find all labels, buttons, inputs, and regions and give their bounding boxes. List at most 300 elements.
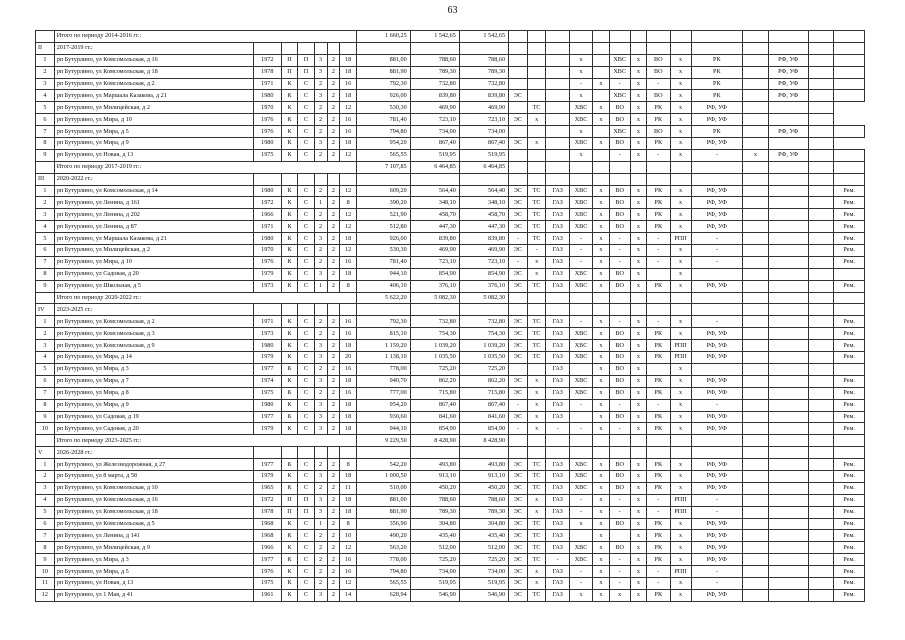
table-cell: ТС [527, 197, 546, 209]
table-cell [743, 542, 769, 554]
table-cell: ГАЗ [546, 506, 569, 518]
table-cell [743, 54, 769, 66]
table-cell: 5 [36, 233, 55, 245]
table-cell: ТС [527, 459, 546, 471]
table-cell [356, 173, 410, 185]
table-cell [743, 577, 769, 589]
table-cell: ХВС [569, 352, 592, 364]
table-cell: рп Бутурлино, ул Мира, д 8 [54, 387, 253, 399]
table-cell: 2 [327, 589, 340, 601]
table-cell: 469,90 [459, 245, 508, 257]
table-cell: х [630, 256, 646, 268]
table-cell: х [593, 363, 609, 375]
table-cell: 490,20 [356, 530, 410, 542]
table-cell: ВО [647, 66, 670, 78]
table-cell: ВО [647, 126, 670, 138]
table-cell: 1 [314, 280, 327, 292]
table-cell [743, 399, 769, 411]
table-cell: х [630, 566, 646, 578]
table-cell [834, 292, 865, 304]
table-cell [768, 577, 808, 589]
table-cell: 2 [327, 114, 340, 126]
table-cell [743, 78, 769, 90]
table-cell: РК [647, 114, 670, 126]
table-cell: 867,40 [410, 399, 459, 411]
table-cell: х [630, 554, 646, 566]
table-cell: ТС [527, 352, 546, 364]
table-cell: 1970 [253, 245, 281, 257]
table-cell: С [298, 363, 314, 375]
table-row [36, 340, 865, 352]
table-cell: ВО [609, 542, 630, 554]
table-cell [808, 256, 834, 268]
table-cell: 16 [340, 78, 356, 90]
table-cell: 16 [340, 316, 356, 328]
table-cell: 521,90 [356, 209, 410, 221]
table-cell: 3 [314, 399, 327, 411]
table-cell: 3 [314, 268, 327, 280]
table-cell [743, 209, 769, 221]
table-row [36, 423, 865, 435]
table-cell [609, 447, 630, 459]
table-cell: 732,80 [410, 316, 459, 328]
table-cell [743, 506, 769, 518]
table-cell: К [281, 399, 297, 411]
table-cell: 12 [340, 149, 356, 161]
table-cell: х [593, 233, 609, 245]
table-cell [743, 233, 769, 245]
table-cell: 2 [327, 530, 340, 542]
table-cell: 2 [327, 554, 340, 566]
table-cell: - [691, 399, 743, 411]
table-cell: х [593, 78, 609, 90]
table-cell: РК [647, 518, 670, 530]
table-cell: 2 [327, 375, 340, 387]
table-cell: К [281, 328, 297, 340]
table-cell: - [647, 149, 670, 161]
table-cell: ВО [609, 363, 630, 375]
table-cell [691, 31, 743, 43]
table-cell: К [281, 363, 297, 375]
table-cell [768, 506, 808, 518]
table-cell: 2 [327, 256, 340, 268]
table-cell: 781,40 [356, 114, 410, 126]
table-cell: 881,00 [356, 54, 410, 66]
table-cell [743, 316, 769, 328]
table-cell: 493,80 [459, 459, 508, 471]
table-cell: - [609, 233, 630, 245]
table-cell: 2 [314, 185, 327, 197]
table-cell: х [670, 245, 691, 257]
table-cell: К [281, 459, 297, 471]
table-cell: К [281, 577, 297, 589]
table-cell: х [593, 221, 609, 233]
table-cell: V [36, 447, 55, 459]
table-cell [546, 435, 569, 447]
table-cell: ЭС [509, 340, 528, 352]
table-cell: Рем. [834, 470, 865, 482]
table-cell: 2 [327, 197, 340, 209]
table-cell [509, 304, 528, 316]
table-cell: 862,20 [410, 375, 459, 387]
table-cell: ГАЗ [546, 233, 569, 245]
table-cell: 18 [340, 411, 356, 423]
table-cell: 2020-2022 гг.: [54, 173, 253, 185]
table-cell: рп Бутурлино, ул Мира, д 10 [54, 114, 253, 126]
table-cell [808, 435, 834, 447]
table-cell [340, 447, 356, 459]
table-cell: х [630, 78, 646, 90]
table-cell: ГАЗ [546, 256, 569, 268]
table-cell [743, 31, 769, 43]
table-cell: 1976 [253, 114, 281, 126]
table-cell: х [670, 542, 691, 554]
table-cell: рп Бутурлино, ул Железнодорожная, д 27 [54, 459, 253, 471]
table-cell: ТС [527, 221, 546, 233]
table-cell: С [298, 90, 314, 102]
table-cell: РФ, УФ [691, 221, 743, 233]
table-cell: РПП [670, 566, 691, 578]
table-cell: РФ, УФ [691, 411, 743, 423]
table-cell [593, 90, 609, 102]
table-cell: 881,90 [356, 66, 410, 78]
table-cell: IV [36, 304, 55, 316]
table-cell [743, 126, 769, 138]
table-cell [768, 256, 808, 268]
table-cell: 777,00 [356, 387, 410, 399]
table-cell: 734,00 [459, 126, 508, 138]
table-cell: С [298, 399, 314, 411]
table-cell: рп Бутурлино, ул Новая, д 13 [54, 149, 253, 161]
table-cell: 944,10 [356, 268, 410, 280]
table-cell: 458,70 [410, 209, 459, 221]
table-cell [509, 31, 528, 43]
table-cell: 1977 [253, 411, 281, 423]
table-cell [743, 256, 769, 268]
table-cell [569, 411, 592, 423]
table-cell: Рем. [834, 221, 865, 233]
table-cell: ГАЗ [546, 363, 569, 375]
table-cell: ХВС [569, 280, 592, 292]
table-cell: К [281, 268, 297, 280]
table-cell [609, 42, 630, 54]
table-cell: Итого по периоду 2017-2019 гг.: [54, 161, 356, 173]
table-cell [768, 363, 808, 375]
table-cell: ВО [609, 268, 630, 280]
table-cell [546, 447, 569, 459]
table-cell: х [527, 399, 546, 411]
table-cell: ВО [609, 459, 630, 471]
table-cell: 564,40 [410, 185, 459, 197]
table-cell: ВО [609, 197, 630, 209]
table-cell: ВО [609, 387, 630, 399]
table-cell: 1 138,10 [356, 352, 410, 364]
table-cell: - [691, 149, 743, 161]
table-cell: - [509, 423, 528, 435]
table-cell: К [281, 78, 297, 90]
table-cell [743, 423, 769, 435]
table-cell: - [647, 577, 670, 589]
table-cell: К [281, 149, 297, 161]
table-cell: х [593, 542, 609, 554]
table-cell [768, 387, 808, 399]
table-cell: 3 [314, 375, 327, 387]
table-cell: РФ, УФ [768, 149, 808, 161]
table-cell: С [298, 530, 314, 542]
table-cell: х [527, 411, 546, 423]
table-cell: х [630, 363, 646, 375]
table-cell: 12 [340, 221, 356, 233]
table-cell: - [569, 256, 592, 268]
table-cell: 609,20 [356, 185, 410, 197]
table-cell: ТС [527, 233, 546, 245]
table-cell [569, 530, 592, 542]
table-cell: П [281, 494, 297, 506]
table-cell: К [281, 185, 297, 197]
table-cell: 2 [314, 328, 327, 340]
table-cell [314, 447, 327, 459]
table-cell [808, 90, 834, 102]
table-cell: х [670, 482, 691, 494]
table-cell [808, 185, 834, 197]
table-cell: х [527, 577, 546, 589]
table-cell [593, 292, 609, 304]
table-cell: 926,00 [356, 90, 410, 102]
table-cell: П [281, 54, 297, 66]
table-cell [630, 292, 646, 304]
table-cell: х [670, 197, 691, 209]
table-cell: х [593, 494, 609, 506]
table-cell: 954,20 [356, 399, 410, 411]
table-cell: ЭС [509, 221, 528, 233]
table-cell: рп Бутурлино, ул Милицейская, д 2 [54, 102, 253, 114]
table-cell: С [298, 375, 314, 387]
table-cell: - [569, 577, 592, 589]
table-cell: С [298, 482, 314, 494]
table-cell: 2 [314, 530, 327, 542]
table-cell [768, 197, 808, 209]
table-cell: С [298, 577, 314, 589]
table-cell: ГАЗ [546, 209, 569, 221]
table-cell [593, 304, 609, 316]
table-cell: 628,94 [356, 589, 410, 601]
table-cell: 390,20 [356, 197, 410, 209]
period-section-row [36, 304, 865, 316]
table-cell: х [630, 399, 646, 411]
table-cell: П [298, 494, 314, 506]
table-cell: 3 [314, 411, 327, 423]
table-cell: 1 [36, 459, 55, 471]
table-cell: ХВС [609, 54, 630, 66]
table-cell [768, 494, 808, 506]
table-cell [808, 292, 834, 304]
table-cell [647, 173, 670, 185]
table-cell: х [630, 494, 646, 506]
table-row [36, 542, 865, 554]
table-cell: 2 [327, 221, 340, 233]
table-cell: 435,40 [459, 530, 508, 542]
table-cell: ГАЗ [546, 328, 569, 340]
table-cell: рп Бутурлино, ул Садовая, д 20 [54, 423, 253, 435]
table-cell [527, 363, 546, 375]
table-cell: ГАЗ [546, 375, 569, 387]
table-cell: 16 [340, 256, 356, 268]
table-cell: ГАЗ [546, 245, 569, 257]
table-cell [743, 173, 769, 185]
table-cell [546, 54, 569, 66]
table-cell: 734,00 [410, 566, 459, 578]
table-cell [834, 42, 865, 54]
table-row [36, 126, 865, 138]
table-cell: РФ, УФ [691, 328, 743, 340]
table-cell: ХВС [569, 328, 592, 340]
table-cell: х [670, 554, 691, 566]
table-cell: РК [647, 352, 670, 364]
table-cell [743, 530, 769, 542]
table-cell: 12 [36, 589, 55, 601]
table-cell: 3 [314, 54, 327, 66]
table-cell: - [691, 256, 743, 268]
table-cell: 2 [327, 577, 340, 589]
table-cell: РК [691, 54, 743, 66]
table-cell: 5 082,30 [410, 292, 459, 304]
table-cell: 794,80 [356, 566, 410, 578]
table-cell: ВО [609, 470, 630, 482]
table-cell: ЭС [509, 268, 528, 280]
table-cell [647, 268, 670, 280]
table-cell: - [647, 245, 670, 257]
table-cell [410, 304, 459, 316]
table-cell [327, 447, 340, 459]
table-cell: - [609, 78, 630, 90]
table-row [36, 506, 865, 518]
table-cell: 519,95 [410, 577, 459, 589]
table-cell: 2 [314, 209, 327, 221]
table-cell: 1 035,50 [410, 352, 459, 364]
table-cell: К [281, 114, 297, 126]
table-cell [527, 173, 546, 185]
table-cell: х [630, 138, 646, 150]
table-cell: 2 [327, 90, 340, 102]
table-cell: 732,80 [459, 316, 508, 328]
table-cell: Рем. [834, 423, 865, 435]
table-cell: 3 [314, 340, 327, 352]
table-cell: 839,80 [459, 90, 508, 102]
table-cell: ВО [609, 482, 630, 494]
table-cell [768, 566, 808, 578]
table-cell: 1975 [253, 387, 281, 399]
table-cell: 723,10 [410, 114, 459, 126]
table-cell: 6 [36, 245, 55, 257]
table-cell [509, 78, 528, 90]
table-cell: 12 [340, 185, 356, 197]
table-cell: ЭС [509, 138, 528, 150]
table-cell: 788,60 [459, 494, 508, 506]
table-cell: 3 [314, 66, 327, 78]
table-cell: х [670, 90, 691, 102]
table-cell: х [527, 268, 546, 280]
table-cell: ТС [527, 542, 546, 554]
table-cell: х [593, 268, 609, 280]
table-cell: 11 [340, 482, 356, 494]
table-cell: РФ, УФ [768, 54, 808, 66]
table-cell [609, 435, 630, 447]
table-cell [459, 304, 508, 316]
period-total-row [36, 31, 865, 43]
table-row [36, 209, 865, 221]
table-cell: 10 [36, 566, 55, 578]
table-cell: 2 [314, 566, 327, 578]
table-cell: К [281, 566, 297, 578]
table-cell: 732,80 [410, 78, 459, 90]
table-cell [569, 161, 592, 173]
table-cell [630, 31, 646, 43]
table-cell: 2 [327, 209, 340, 221]
table-cell: рп Бутурлино, ул Милицейская, д 2 [54, 245, 253, 257]
table-cell: 8 [36, 542, 55, 554]
table-cell: х [593, 566, 609, 578]
table-cell: 5 622,20 [356, 292, 410, 304]
table-cell: С [298, 340, 314, 352]
table-cell: х [630, 387, 646, 399]
table-cell: ЭС [509, 245, 528, 257]
table-cell: Рем. [834, 197, 865, 209]
table-cell [743, 352, 769, 364]
table-cell: 3 [36, 209, 55, 221]
table-cell [768, 316, 808, 328]
table-cell: 2 [36, 470, 55, 482]
table-cell [509, 363, 528, 375]
table-cell [808, 280, 834, 292]
table-cell: 12 [340, 209, 356, 221]
table-cell [670, 42, 691, 54]
table-cell: - [609, 423, 630, 435]
table-cell: ХВС [609, 66, 630, 78]
period-total-row [36, 292, 865, 304]
table-cell: К [281, 90, 297, 102]
table-row [36, 482, 865, 494]
table-cell: Рем. [834, 494, 865, 506]
table-cell: 2 [327, 340, 340, 352]
table-cell: 1966 [253, 209, 281, 221]
table-cell: ВО [609, 328, 630, 340]
table-cell: К [281, 256, 297, 268]
table-cell: Рем. [834, 280, 865, 292]
table-cell: рп Бутурлино, ул Комсомольская, д 18 [54, 506, 253, 518]
table-cell [743, 482, 769, 494]
table-cell: х [593, 518, 609, 530]
table-cell: рп Бутурлино, ул Ленина, д 141 [54, 530, 253, 542]
table-cell: 1974 [253, 375, 281, 387]
table-cell: 3 [314, 470, 327, 482]
table-cell: РФ, УФ [691, 470, 743, 482]
table-cell: ВО [647, 54, 670, 66]
table-cell: х [630, 352, 646, 364]
table-cell: 1975 [253, 577, 281, 589]
table-cell: - [609, 554, 630, 566]
table-cell [609, 173, 630, 185]
table-cell: х [630, 209, 646, 221]
table-cell: - [647, 256, 670, 268]
table-cell: РФ, УФ [691, 554, 743, 566]
table-cell: 8 [36, 399, 55, 411]
table-cell [281, 173, 297, 185]
table-cell [569, 435, 592, 447]
table-cell [743, 375, 769, 387]
table-cell: 565,55 [356, 577, 410, 589]
table-cell [768, 268, 808, 280]
table-cell: С [298, 197, 314, 209]
